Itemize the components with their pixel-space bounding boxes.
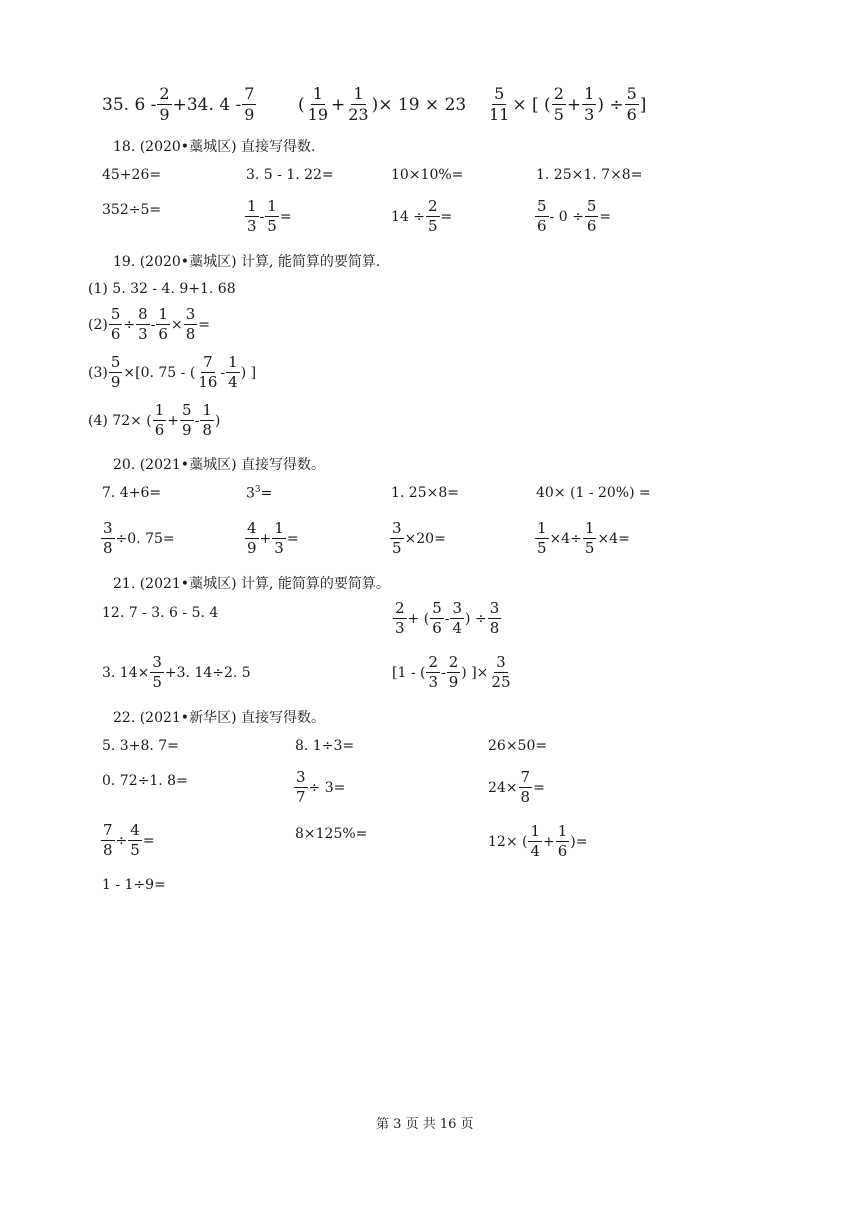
q22-r2-c2: $\frac{3}{7}$ ÷ 3= (296, 768, 346, 806)
fraction: $\frac{7}{9}$ (244, 84, 255, 124)
q20-r2-c2: $\frac{4}{9}$ + $\frac{1}{3}$ = (247, 519, 299, 557)
q22-r3-c2: 8×125%= (295, 826, 368, 842)
q18-r2-c2: $\frac{1}{3}$ - $\frac{1}{5}$ = (247, 197, 292, 235)
q18-r1-c4: 1. 25×1. 7×8= (536, 167, 643, 183)
fraction: $\frac{4}{9}$ (247, 519, 257, 557)
fraction: $\frac{3}{25}$ (491, 653, 511, 691)
q22-title: 22. (2021•新华区) 直接写得数。 (113, 710, 325, 726)
q22-r3-c3: 12× ( $\frac{1}{4}$ + $\frac{1}{6}$ )= (488, 822, 588, 860)
page-number: 3 (393, 1117, 402, 1132)
fraction: $\frac{1}{5}$ (584, 519, 595, 557)
fraction: $\frac{3}{5}$ (392, 519, 402, 557)
q19-part-3: (3) $\frac{5}{9}$ ×[0. 75 - ( $\frac{7}{16}$ - $\frac{1}{4}$ ) ] (88, 353, 257, 391)
fraction: $\frac{3}{4}$ (452, 599, 463, 637)
fraction: $\frac{2}{3}$ (395, 599, 405, 637)
fraction: $\frac{3}{8}$ (103, 519, 113, 557)
q20-r1-c1: 7. 4+6= (102, 485, 162, 501)
q21-a: 12. 7 - 3. 6 - 5. 4 (102, 605, 219, 621)
q18-r2-c3: 14 ÷ $\frac{2}{5}$ = (391, 197, 453, 235)
q19-part-2: (2) $\frac{5}{6}$ ÷ $\frac{8}{3}$ - $\frac{1}{6}$ × $\frac{3}{8}$ = (88, 305, 210, 343)
fraction: $\frac{4}{5}$ (130, 821, 140, 859)
q20-r1-c2: $3^3=$ (246, 485, 273, 502)
fraction: $\frac{3}{5}$ (152, 653, 162, 691)
q19-part-4: (4) 72× ( $\frac{1}{6}$ + $\frac{5}{9}$ - $\frac{1}{8}$ ) (88, 401, 221, 439)
q19-title: 19. (2020•藁城区) 计算, 能简算的要简算. (113, 254, 381, 270)
q20-r1-c3: 1. 25×8= (391, 485, 459, 501)
fraction: $\frac{3}{8}$ (185, 305, 196, 343)
q18-r1-c1: 45+26= (102, 167, 162, 183)
fraction: $\frac{5}{6}$ (432, 599, 442, 637)
fraction: $\frac{7}{8}$ (520, 768, 531, 806)
fraction: $\frac{7}{8}$ (103, 821, 113, 859)
fraction: $\frac{5}{9}$ (110, 353, 121, 391)
fraction: $\frac{8}{3}$ (138, 305, 148, 343)
fraction: $\frac{5}{9}$ (182, 401, 192, 439)
q21-b: $\frac{2}{3}$ + ( $\frac{5}{6}$ - $\frac{3}{4}$ ) ÷ $\frac{3}{8}$ (395, 599, 500, 637)
q18-r2-c1: 352÷5= (102, 202, 162, 218)
q22-r1-c2: 8. 1÷3= (295, 738, 355, 754)
fraction: $\frac{5}{6}$ (110, 305, 121, 343)
page-footer: 第 3 页 共 16 页 (376, 1117, 474, 1132)
fraction: $\frac{5}{11}$ (489, 84, 510, 124)
fraction: $\frac{5}{6}$ (537, 197, 547, 235)
fraction: $\frac{3}{7}$ (296, 768, 306, 806)
expr-text: +34. 4 - (172, 94, 242, 115)
fraction: $\frac{2}{5}$ (553, 84, 564, 124)
q22-r4: 1 - 1÷9= (102, 877, 166, 893)
fraction: $\frac{1}{4}$ (228, 353, 238, 391)
fraction: $\frac{1}{6}$ (158, 305, 168, 343)
q19-part-1: (1) 5. 32 - 4. 9+1. 68 (88, 281, 236, 297)
q22-r3-c1: $\frac{7}{8}$ ÷ $\frac{4}{5}$ = (103, 821, 155, 859)
fraction: $\frac{1}{4}$ (530, 822, 541, 860)
fraction: $\frac{1}{6}$ (557, 822, 568, 860)
fraction: $\frac{1}{3}$ (584, 84, 595, 124)
q18-r1-c3: 10×10%= (391, 167, 464, 183)
fraction: $\frac{5}{6}$ (626, 84, 637, 124)
q20-r1-c4: 40× (1 - 20%) = (536, 485, 651, 501)
q22-r2-c1: 0. 72÷1. 8= (102, 773, 188, 789)
fraction: $\frac{2}{9}$ (448, 653, 459, 691)
q20-r2-c4: $\frac{1}{5}$ ×4÷ $\frac{1}{5}$ ×4= (537, 519, 630, 557)
q18-title: 18. (2020•藁城区) 直接写得数. (113, 139, 316, 155)
top-expr-3: $\frac{5}{11}$ × [ ( $\frac{2}{5}$ + $\frac{1}{3}$ ) ÷ $\frac{5}{6}$ ] (489, 84, 647, 124)
top-expr-2: ( $\frac{1}{19}$ + $\frac{1}{23}$ )× 19 × 23 (298, 84, 467, 124)
q20-r2-c3: $\frac{3}{5}$ ×20= (392, 519, 446, 557)
fraction: $\frac{1}{8}$ (202, 401, 212, 439)
expr-text: 35. 6 - (102, 94, 157, 115)
fraction: $\frac{5}{6}$ (586, 197, 597, 235)
fraction: $\frac{7}{16}$ (198, 353, 218, 391)
fraction: $\frac{1}{3}$ (274, 519, 284, 557)
fraction: $\frac{1}{19}$ (307, 84, 328, 124)
q18-r2-c4: $\frac{5}{6}$ - 0 ÷ $\frac{5}{6}$ = (537, 197, 612, 235)
q20-title: 20. (2021•藁城区) 直接写得数。 (113, 457, 325, 473)
fraction: $\frac{1}{6}$ (154, 401, 165, 439)
q22-r1-c3: 26×50= (488, 738, 548, 754)
q22-r2-c3: 24× $\frac{7}{8}$ = (488, 768, 545, 806)
q21-d: [1 - ( $\frac{2}{3}$ - $\frac{2}{9}$ ) ]× $\frac{3}{25}$ (392, 653, 511, 691)
q21-c: 3. 14× $\frac{3}{5}$ +3. 14÷2. 5 (102, 653, 251, 691)
q18-r1-c2: 3. 5 - 1. 22= (246, 167, 334, 183)
fraction: $\frac{1}{5}$ (267, 197, 277, 235)
fraction: $\frac{1}{5}$ (537, 519, 547, 557)
fraction: $\frac{1}{23}$ (348, 84, 369, 124)
top-expr-1 (102, 86, 257, 123)
fraction: $\frac{2}{3}$ (428, 653, 439, 691)
page-total: 16 (439, 1117, 457, 1132)
fraction: $\frac{1}{3}$ (247, 197, 257, 235)
q20-r2-c1: $\frac{3}{8}$ ÷0. 75= (103, 519, 175, 557)
fraction: $\frac{2}{5}$ (428, 197, 438, 235)
q21-title: 21. (2021•藁城区) 计算, 能简算的要简算。 (113, 576, 390, 592)
fraction: $\frac{3}{8}$ (489, 599, 500, 637)
q22-r1-c1: 5. 3+8. 7= (102, 738, 179, 754)
fraction: $\frac{2}{9}$ (159, 84, 170, 124)
